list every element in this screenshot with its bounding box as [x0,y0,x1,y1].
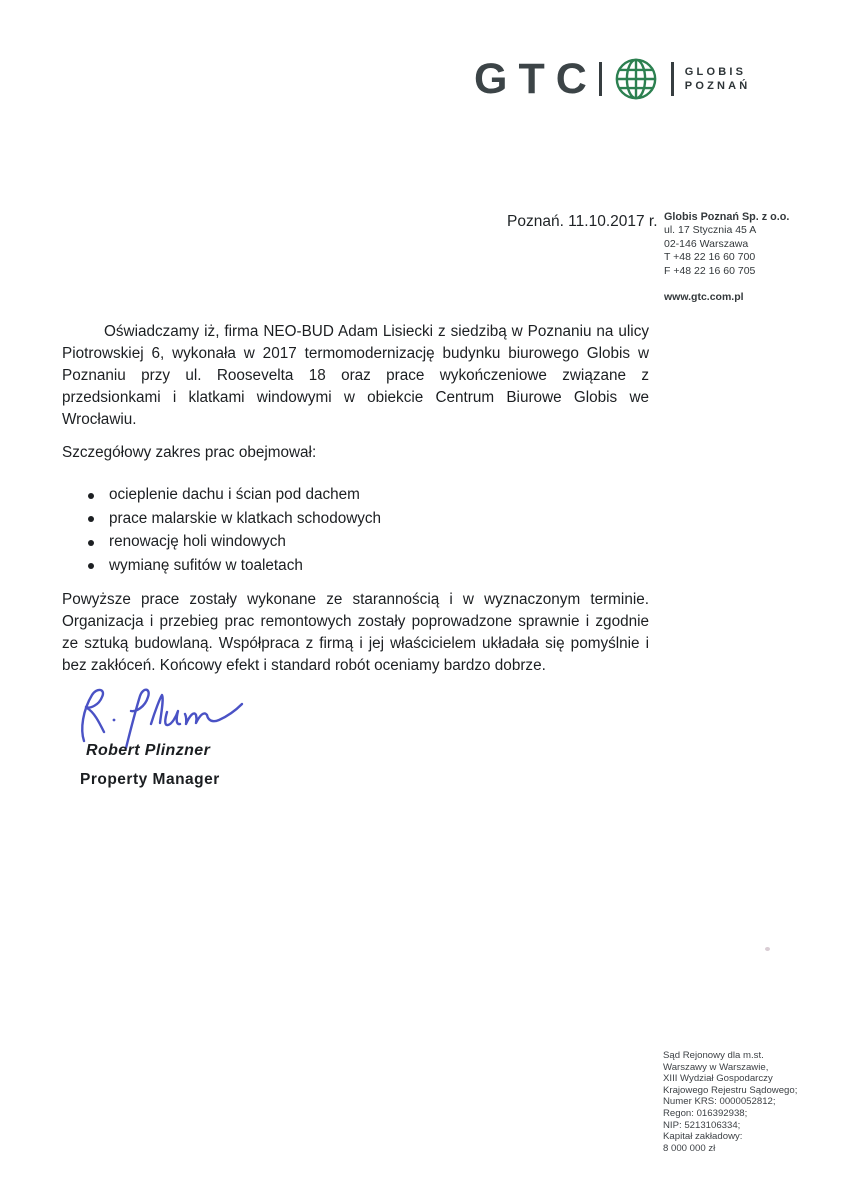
paragraph-assessment: Powyższe prace zostały wykonane ze starannością i w wyznaczonym terminie. Organizacja i przebieg prac remontowych zostały poprowadzone sprawnie i zgodnie ze sztuką budowlaną. Współpraca z firmą i jej właścicielem układała się pomyślnie i bez zakłóceń. Końcowy efekt i standard robót oceniamy bardzo dobrze. [62,591,649,674]
scope-item: wymianę sufitów w toaletach [62,554,649,578]
company-logo [474,56,750,102]
legal-line: 8 000 000 zł [663,1142,716,1154]
scope-heading: Szczegółowy zakres prac obejmował: [62,444,317,461]
legal-line: Warszawy w Warszawie, [663,1061,769,1073]
scope-item: renowację holi windowych [62,530,649,554]
legal-line: Krajowego Rejestru Sądowego; [663,1084,798,1096]
legal-line: XIII Wydział Gospodarczy [663,1073,773,1085]
address-city: 02-146 Warszawa [664,237,749,250]
address-company: Globis Poznań Sp. z o.o. [664,211,790,223]
paragraph-statement: Oświadczamy iż, firma NEO-BUD Adam Lisiecki z siedzibą w Poznaniu na ulicy Piotrowskiej 6, wykonała w 2017 termomodernizację budynku biurowego Globis w Poznaniu przy ul. Roosevelta 18 oraz prace wykończeniowe związane z przedsionkami i klatkami windowymi w obiekcie Centrum Biurowe Globis we Wrocławiu. [62,323,649,428]
globe-icon [613,56,659,102]
scope-list [62,483,649,577]
address-website: www.gtc.com.pl [664,291,744,304]
address-phone: T +48 22 16 60 700 [664,251,756,264]
logo-divider [599,62,602,96]
signer-title: Property Manager [80,771,220,788]
company-address-block [664,211,804,304]
address-street: ul. 17 Stycznia 45 A [664,224,757,237]
legal-registry-block [663,1050,823,1154]
logo-subtitle-line2: POZNAŃ [684,80,751,92]
address-fax: F +48 22 16 60 705 [664,264,756,277]
dateline: Poznań. 11.10.2017 r. [507,213,658,230]
logo-divider [671,62,674,96]
logo-subtitle-line1: GLOBIS [684,66,747,78]
legal-line: Regon: 016392938; [663,1107,748,1119]
scope-item: prace malarskie w klatkach schodowych [62,507,649,531]
legal-line: Numer KRS: 0000052812; [663,1096,776,1108]
legal-line: Sąd Rejonowy dla m.st. [663,1050,764,1061]
signer-name: Robert Plinzner [86,742,211,759]
legal-line: NIP: 5213106334; [663,1119,741,1131]
logo-subtitle [685,65,751,93]
gtc-wordmark: GTC [474,54,598,103]
scope-item: ocieplenie dachu i ścian pod dachem [62,483,649,507]
legal-line: Kapitał zakładowy: [663,1131,743,1143]
letter-body [62,321,649,677]
scan-artifact-speck [765,947,770,951]
